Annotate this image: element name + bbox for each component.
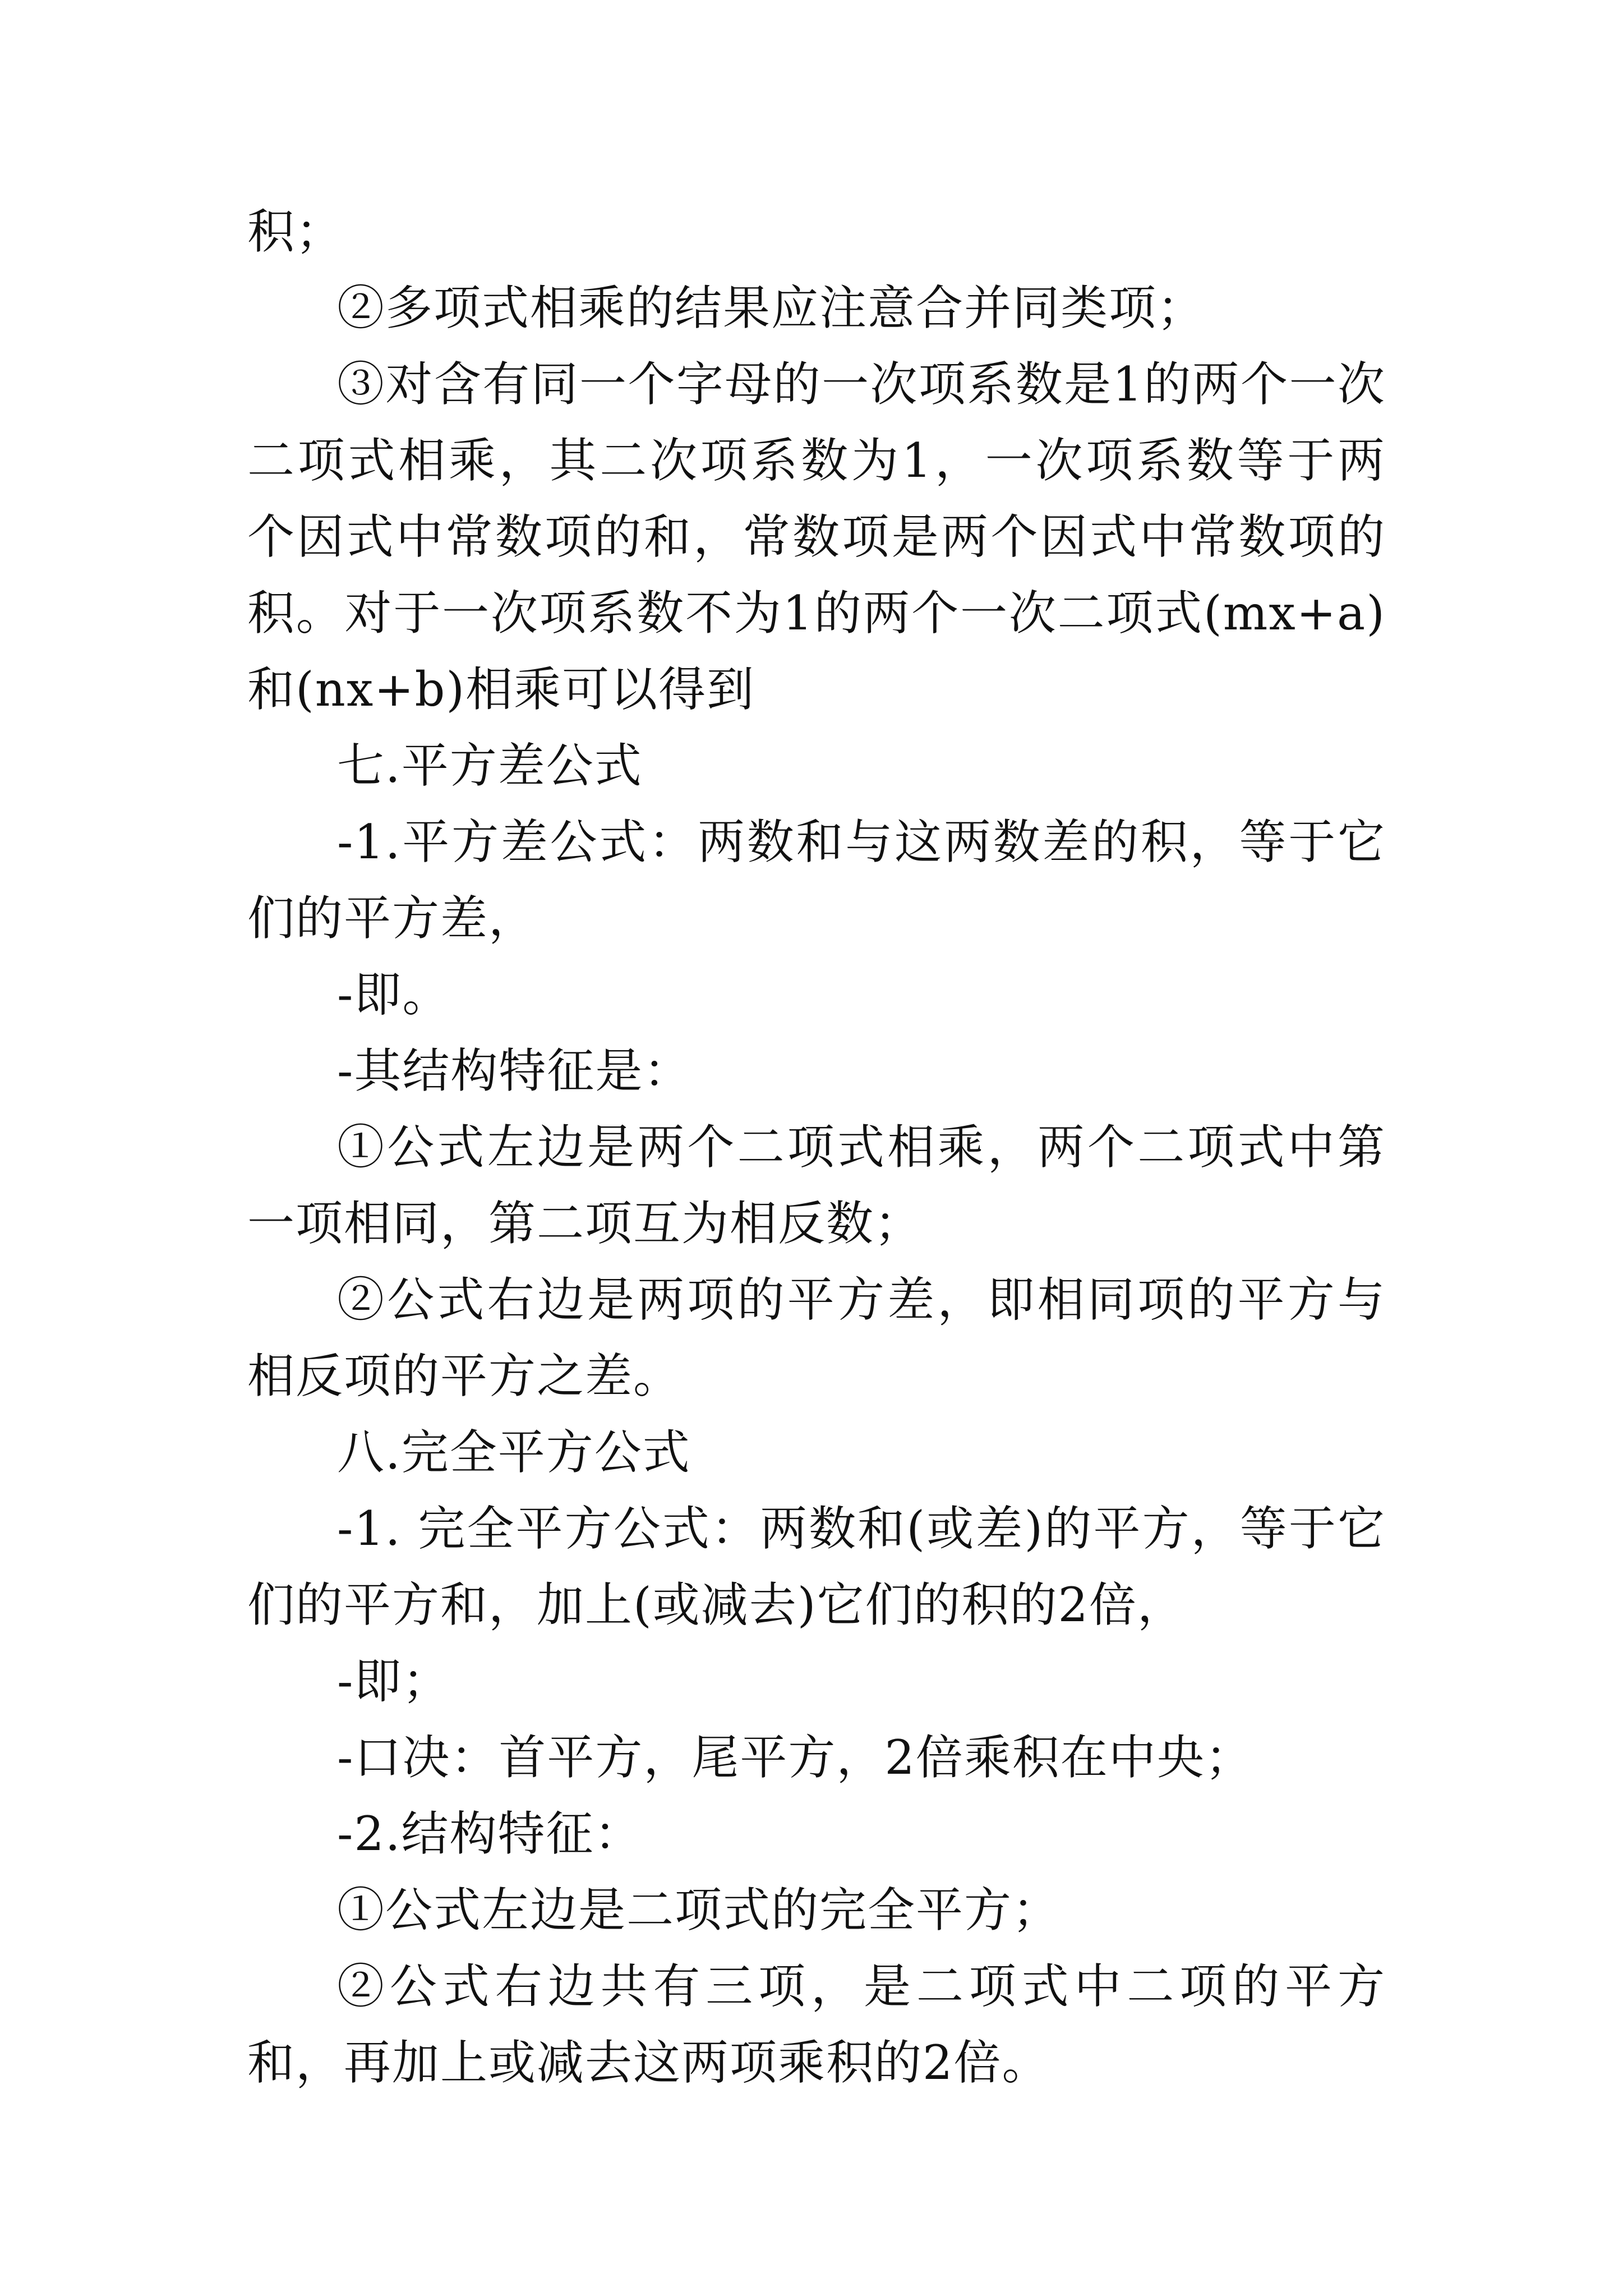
paragraph-item-3-binomial-note: ③对含有同一个字母的一次项系数是1的两个一次二项式相乘，其二次项系数为1，一次项系数等于两个因式中常数项的和，常数项是两个因式中常数项的积。对于一次项系数不为1的两个一次二项式(mx+a)和(nx+b)相乘可以得到 [247,357,1386,717]
paragraph-formula-line: -即。 [337,967,451,1022]
paragraph-structure-item-1b: ①公式左边是二项式的完全平方； [337,1883,1061,1938]
paragraph-item-2-multiply-note: ②多项式相乘的结果应注意合并同类项； [337,280,1206,335]
paragraph-mnemonic: -口决：首平方，尾平方，2倍乘积在中央； [337,1730,1253,1785]
section-heading-7: 七.平方差公式 [337,738,643,793]
paragraph-perfect-square-definition: -1. 完全平方公式：两数和(或差)的平方，等于它们的平方和，加上(或减去)它们的积的2倍， [247,1501,1386,1632]
paragraph-continuation: 积； [247,204,344,259]
document-body [247,194,1386,2101]
paragraph-structure-heading: -2.结构特征： [337,1806,643,1861]
paragraph-structure-intro: -其结构特征是： [337,1043,692,1098]
paragraph-structure-item-2: ②公式右边是两项的平方差，即相同项的平方与相反项的平方之差。 [247,1272,1386,1404]
paragraph-formula-line-2: -即； [337,1654,451,1709]
paragraph-difference-of-squares-definition: -1.平方差公式：两数和与这两数差的积，等于它们的平方差， [247,815,1386,946]
paragraph-structure-item-1: ①公式左边是两个二项式相乘，两个二项式中第一项相同，第二项互为相反数； [247,1120,1386,1251]
paragraph-structure-item-2b: ②公式右边共有三项，是二项式中二项的平方和，再加上或减去这两项乘积的2倍。 [247,1959,1386,2090]
section-heading-8: 八.完全平方公式 [337,1425,691,1480]
